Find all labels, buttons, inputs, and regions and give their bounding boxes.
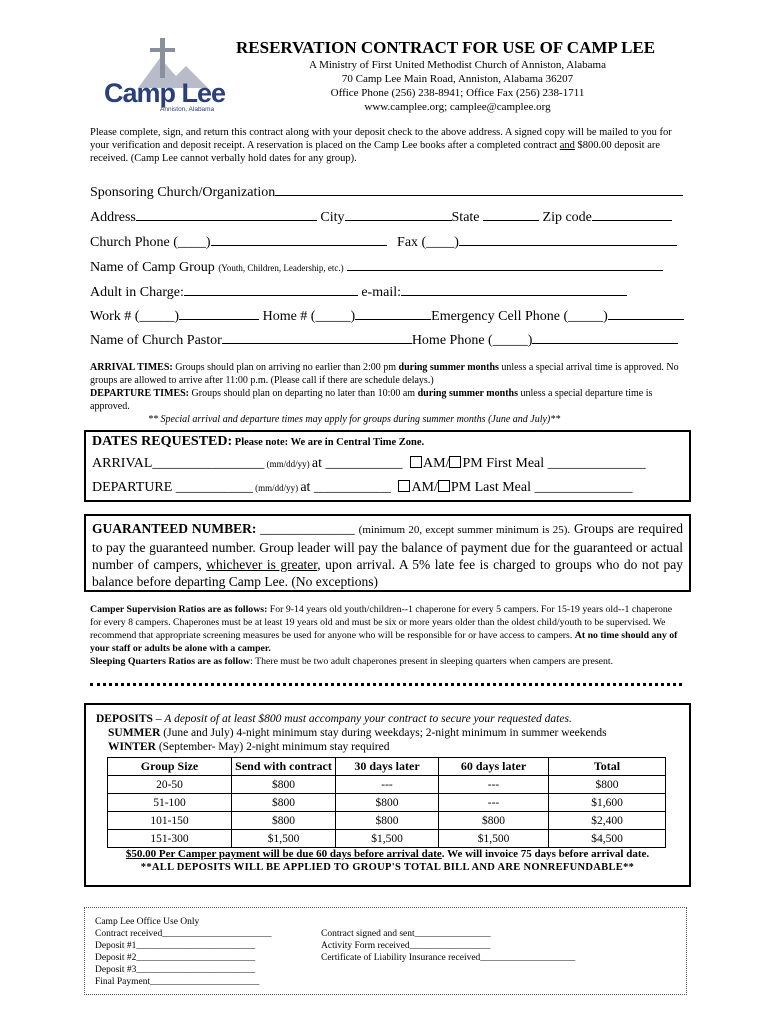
email-label: e-mail: xyxy=(361,285,401,300)
pastor-home-label: Home Phone (_____) xyxy=(411,333,533,348)
state-field[interactable] xyxy=(483,208,539,221)
arrival-field[interactable]: ARRIVAL________________ xyxy=(92,456,265,471)
table-row: 151-300 $1,500 $1,500 $1,500 $4,500 xyxy=(108,830,666,848)
col-group-size: Group Size xyxy=(108,758,232,776)
home-label: Home # (_____) xyxy=(262,309,356,324)
first-meal-field[interactable]: First Meal ______________ xyxy=(482,456,646,471)
zip-label: Zip code xyxy=(542,210,592,225)
fax-label: Fax (____) xyxy=(397,235,459,250)
pastor-field[interactable] xyxy=(222,331,412,344)
guaranteed-field[interactable]: ______________ xyxy=(256,521,359,536)
state-label: State xyxy=(451,210,480,225)
activity-form-field[interactable]: Activity Form received_________________ xyxy=(321,941,491,951)
group-name-hint: (Youth, Children, Leadership, etc.) xyxy=(218,263,344,273)
nonrefundable-note: **ALL DEPOSITS WILL BE APPLIED TO GROUP'S TOTAL BILL AND ARE NONREFUNDABLE** xyxy=(140,862,635,873)
col-send-with-contract: Send with contract xyxy=(232,758,336,776)
dates-heading: DATES REQUESTED: Please note: We are in Central Time Zone. xyxy=(92,434,425,449)
arrival-time-field[interactable]: at ___________ xyxy=(311,456,407,471)
phone-line: Office Phone (256) 238-8941; Office Fax (256) 238-1711 xyxy=(330,87,585,99)
street-line: 70 Camp Lee Main Road, Anniston, Alabama 36207 xyxy=(341,73,574,85)
col-total: Total xyxy=(549,758,666,776)
col-30-days: 30 days later xyxy=(336,758,439,776)
address-block xyxy=(230,58,685,114)
contract-received-field[interactable]: Contract received_______________________ xyxy=(95,929,272,939)
per-camper-note: $50.00 Per Camper payment will be due 60 days before arrival date. We will invoice 75 days before arrival date. xyxy=(125,848,650,860)
church-phone-label: Church Phone (____) xyxy=(90,235,211,250)
address-label: Address xyxy=(90,210,136,225)
office-left-column xyxy=(95,916,272,988)
work-field[interactable] xyxy=(179,307,259,320)
office-use-box xyxy=(84,907,687,995)
table-header-row xyxy=(108,758,666,776)
last-meal-field[interactable]: Last Meal ______________ xyxy=(471,480,633,495)
dates-requested-box xyxy=(84,430,691,502)
sponsoring-label: Sponsoring Church/Organization xyxy=(90,185,276,200)
church-phone-row xyxy=(90,233,682,251)
cell-label: Emergency Cell Phone (_____) xyxy=(431,309,608,324)
pastor-row xyxy=(90,331,682,349)
logo-place: Anniston, Alabama xyxy=(160,106,215,113)
deposit-2-field[interactable]: Deposit #2_________________________ xyxy=(95,953,256,963)
email-field[interactable] xyxy=(401,283,627,296)
departure-pm-checkbox[interactable] xyxy=(438,480,450,492)
pastor-label: Name of Church Pastor xyxy=(90,333,222,348)
contract-signed-field[interactable]: Contract signed and sent________________ xyxy=(321,929,491,939)
supervision-ratios: Camper Supervision Ratios are as follows: For 9-14 years old youth/children--1 chaperone for every 5 campers. For 15-19 years old--1 chaperone for every 8 campers. Chaperones must be at least 19 years old and must be six or more years older than the oldest child/youth to be supervised. We recommend that appropriate screening measures be used for anyone who will be responsible for or have access to campers. At no time should any of your staff or adults be alone with a camper. Sleeping Quarters Ratios are as follow: There must be two adult chaperones present in sleeping quarters when campers are present. xyxy=(90,604,678,667)
work-label: Work # (_____) xyxy=(90,309,180,324)
deposits-box xyxy=(84,703,691,887)
intro-paragraph: Please complete, sign, and return this contract along with your deposit check to the above address. A signed copy will be mailed to you for your verification and deposit receipt. A reservation is placed on the Camp Lee books after a completed contract and $800.00 deposit are received. (Camp Lee cannot verbally hold dates for any group). xyxy=(90,127,672,164)
deposit-1-field[interactable]: Deposit #1_________________________ xyxy=(95,941,256,951)
arrival-row: ARRIVAL________________ (mm/dd/yy) at ___________ AM/ PM First Meal ______________ xyxy=(92,456,646,471)
table-row: 51-100 $800 $800 --- $1,600 xyxy=(108,794,666,812)
church-phone-field[interactable] xyxy=(211,233,387,246)
deposits-heading: DEPOSITS – A deposit of at least $800 must accompany your contract to secure your requested dates. xyxy=(96,713,572,725)
home-field[interactable] xyxy=(355,307,431,320)
phones-row xyxy=(90,307,682,325)
special-times-note: ** Special arrival and departure times may apply for groups during summer months (June and July)** xyxy=(148,414,561,425)
fax-field[interactable] xyxy=(459,233,677,246)
group-name-field[interactable] xyxy=(347,258,663,271)
city-label: City xyxy=(320,210,345,225)
office-right-column xyxy=(321,928,575,964)
pastor-home-field[interactable] xyxy=(532,331,678,344)
deposit-table xyxy=(107,757,666,848)
summer-line: SUMMER (June and July) 4-night minimum stay during weekdays; 2-night minimum in summer weekends xyxy=(108,727,607,739)
guaranteed-text: GUARANTEED NUMBER: ______________ (minimum 20, except summer minimum is 25). Groups are required to pay the guaranteed number. Group leader will pay the balance of payment due for the guaranteed or actual number of campers, whichever is greater, upon arrival. A 5% late fee is charged to groups who do not pay balance before departing Camp Lee. (No exceptions) xyxy=(92,521,684,589)
col-60-days: 60 days later xyxy=(439,758,549,776)
departure-field[interactable]: DEPARTURE ___________ xyxy=(92,480,253,495)
arrival-departure-times: ARRIVAL TIMES: Groups should plan on arriving no earlier than 2:00 pm during summer months unless a special arrival time is approved. No groups are allowed to arrive after 11:00 p.m. (Please call if there are schedule delays.) DEPARTURE TIMES: Groups should plan on departing no later than 10:00 am during summer months unless a special departure time is approved. ** Special arrival and departure times may apply for groups during summer months (June and July)** xyxy=(90,362,679,425)
ministry-line: A Ministry of First United Methodist Church of Anniston, Alabama xyxy=(309,59,606,71)
adult-field[interactable] xyxy=(184,283,358,296)
group-name-label: Name of Camp Group xyxy=(90,260,215,275)
arrival-am-checkbox[interactable] xyxy=(410,456,422,468)
address-field[interactable] xyxy=(136,208,317,221)
web-line: www.camplee.org; camplee@camplee.org xyxy=(364,101,551,113)
adult-label: Adult in Charge: xyxy=(90,285,184,300)
insurance-certificate-field[interactable]: Certificate of Liability Insurance received____________________ xyxy=(321,953,576,963)
departure-am-checkbox[interactable] xyxy=(398,480,410,492)
table-row: 101-150 $800 $800 $800 $2,400 xyxy=(108,812,666,830)
departure-time-field[interactable]: at ___________ xyxy=(300,480,395,495)
group-name-row xyxy=(90,258,682,276)
document-title: RESERVATION CONTRACT FOR USE OF CAMP LEE xyxy=(236,38,656,57)
sponsoring-row xyxy=(90,183,682,201)
logo-wordmark: Camp Lee xyxy=(104,78,226,108)
city-field[interactable] xyxy=(345,208,452,221)
sponsoring-field[interactable] xyxy=(275,183,683,196)
office-title: Camp Lee Office Use Only xyxy=(95,917,200,927)
zip-field[interactable] xyxy=(592,208,672,221)
cell-field[interactable] xyxy=(608,307,684,320)
departure-row: DEPARTURE ___________ (mm/dd/yy) at ___________ AM/ PM Last Meal ______________ xyxy=(92,480,633,495)
guaranteed-number-box xyxy=(84,514,691,592)
winter-line: WINTER (September- May) 2-night minimum stay required xyxy=(108,741,390,753)
arrival-pm-checkbox[interactable] xyxy=(449,456,461,468)
adult-row xyxy=(90,283,682,301)
dotted-divider xyxy=(90,683,682,686)
final-payment-field[interactable]: Final Payment_______________________ xyxy=(95,977,260,987)
deposit-3-field[interactable]: Deposit #3_________________________ xyxy=(95,965,256,975)
address-row xyxy=(90,208,682,226)
table-row: 20-50 $800 --- --- $800 xyxy=(108,776,666,794)
